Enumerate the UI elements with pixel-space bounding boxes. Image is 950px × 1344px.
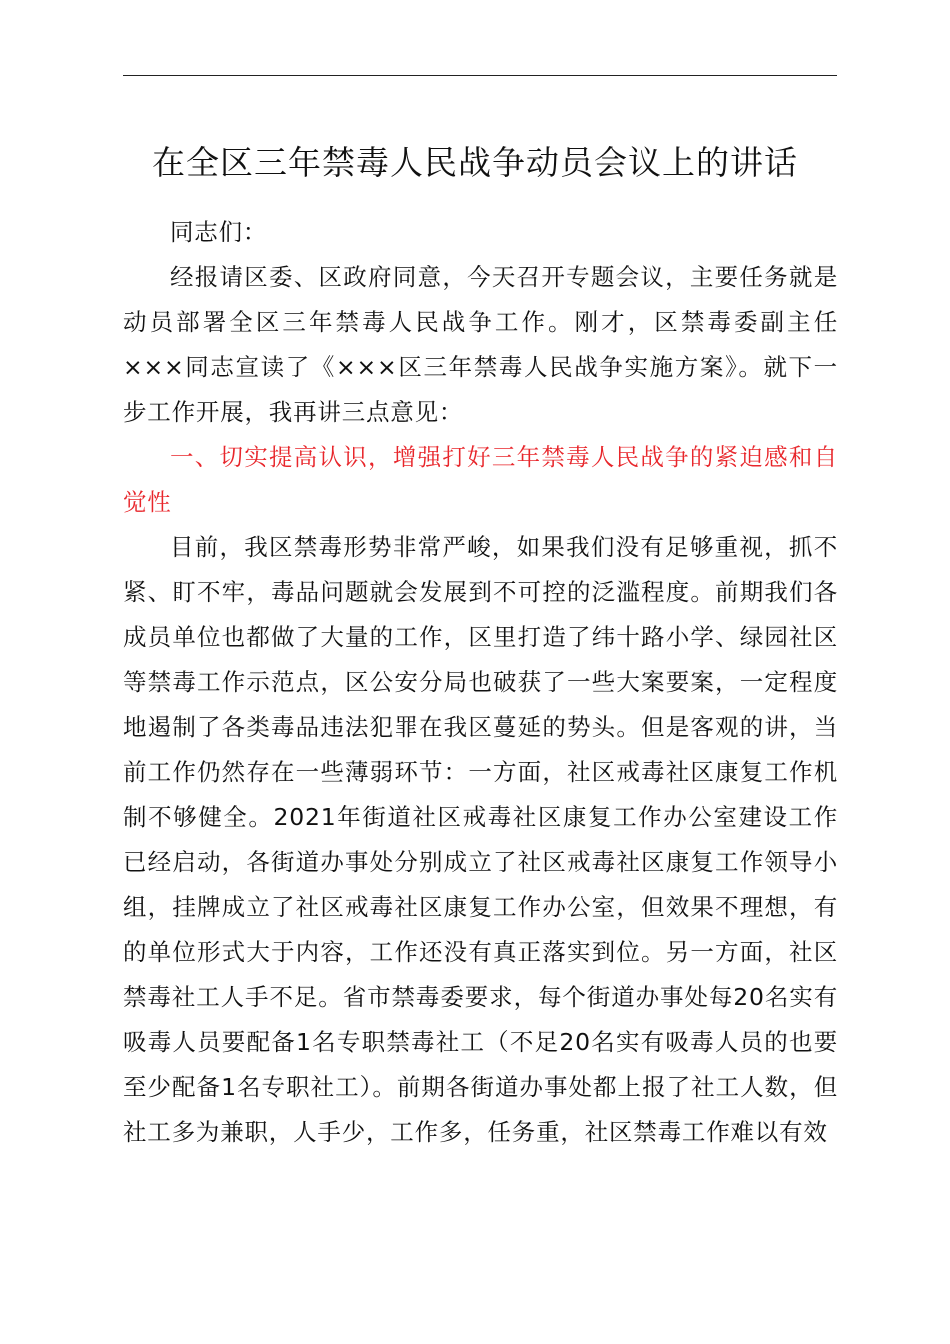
document-title: 在全区三年禁毒人民战争动员会议上的讲话: [152, 143, 798, 182]
salutation: 同志们：: [170, 218, 268, 246]
section-heading-1: 一、切实提高认识，增强打好三年禁毒人民战争的紧迫感和自觉性: [123, 443, 838, 516]
intro-paragraph: 经报请区委、区政府同意，今天召开专题会议，主要任务就是动员部署全区三年禁毒人民战争工作。刚才，区禁毒委副主任×××同志宣读了《×××区三年禁毒人民战争实施方案》。就下一步工作开展，我再讲三点意见：: [123, 263, 838, 426]
document-body: [123, 210, 838, 1155]
header-rule: [123, 75, 837, 76]
body-paragraph: 目前，我区禁毒形势非常严峻，如果我们没有足够重视，抓不紧、盯不牢，毒品问题就会发展到不可控的泛滥程度。前期我们各成员单位也都做了大量的工作，区里打造了纬十路小学、绿园社区等禁毒工作示范点，区公安分局也破获了一些大案要案，一定程度地遏制了各类毒品违法犯罪在我区蔓延的势头。但是客观的讲，当前工作仍然存在一些薄弱环节：一方面，社区戒毒社区康复工作机制不够健全。2021年街道社区戒毒社区康复工作办公室建设工作已经启动，各街道办事处分别成立了社区戒毒社区康复工作领导小组，挂牌成立了社区戒毒社区康复工作办公室，但效果不理想，有的单位形式大于内容，工作还没有真正落实到位。另一方面，社区禁毒社工人手不足。省市禁毒委要求，每个街道办事处每20名实有吸毒人员要配备1名专职禁毒社工（不足20名实有吸毒人员的也要至少配备1名专职社工）。前期各街道办事处都上报了社工人数，但社工多为兼职，人手少，工作多，任务重，社区禁毒工作难以有效: [123, 533, 838, 1146]
